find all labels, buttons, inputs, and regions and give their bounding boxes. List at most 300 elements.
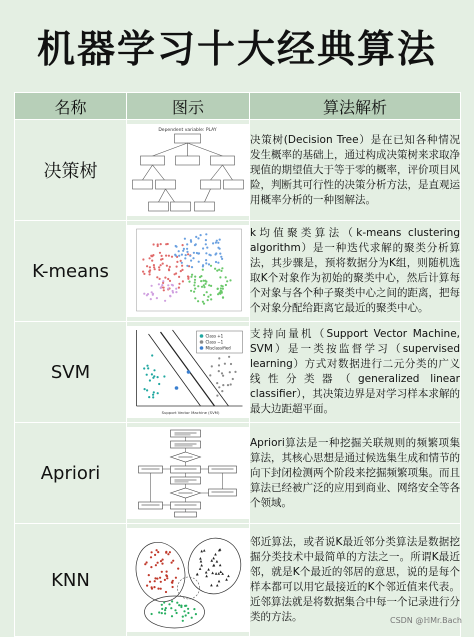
scatter-point (187, 608, 189, 610)
scatter-point (143, 273, 145, 275)
scatter-point (225, 578, 228, 581)
scatter-point (171, 562, 173, 564)
scatter-point (149, 269, 151, 271)
scatter-point (158, 266, 160, 268)
scatter-point (216, 240, 218, 242)
scatter-point (205, 233, 207, 235)
algorithm-table (14, 92, 461, 637)
scatter-point (225, 284, 227, 286)
scatter-point (158, 269, 160, 271)
scatter-point (172, 291, 174, 293)
scatter-point (156, 578, 158, 580)
scatter-point (152, 394, 154, 396)
knn-clusters-plot-icon (127, 528, 249, 632)
scatter-point (218, 364, 220, 366)
scatter-point (169, 295, 171, 297)
scatter-point (194, 281, 196, 283)
scatter-point (151, 354, 153, 356)
scatter-point (175, 288, 177, 290)
scatter-point (207, 568, 210, 571)
scatter-point (217, 242, 219, 244)
scatter-point (180, 270, 182, 272)
table-header-row (15, 93, 461, 120)
scatter-point (165, 607, 167, 609)
algorithm-figure (127, 524, 250, 637)
scatter-point (162, 280, 164, 282)
scatter-point (164, 609, 166, 611)
scatter-point (178, 283, 180, 285)
scatter-point (195, 236, 197, 238)
scatter-point (216, 584, 219, 587)
scatter-point (193, 608, 195, 610)
scatter-point (205, 571, 208, 574)
scatter-point (160, 588, 162, 590)
scatter-point (205, 262, 207, 264)
scatter-point (153, 369, 155, 371)
scatter-point (221, 390, 223, 392)
scatter-point (203, 294, 205, 296)
scatter-point (165, 574, 167, 576)
scatter-point (142, 258, 144, 260)
scatter-point (205, 259, 207, 261)
table-row (15, 221, 461, 322)
scatter-point (164, 612, 166, 614)
scatter-point (187, 370, 191, 374)
scatter-point (157, 551, 159, 553)
scatter-point (146, 561, 148, 563)
scatter-point (161, 563, 163, 565)
scatter-point (157, 562, 159, 564)
scatter-point (161, 608, 163, 610)
scatter-point (175, 245, 177, 247)
scatter-point (160, 243, 162, 245)
algorithm-name: SVM (15, 322, 127, 423)
scatter-point (185, 254, 187, 256)
header-figure: 图示 (127, 93, 250, 120)
scatter-point (180, 260, 182, 262)
scatter-point (215, 261, 217, 263)
scatter-point (142, 271, 144, 273)
scatter-point (162, 263, 164, 265)
scatter-point (182, 620, 184, 622)
scatter-point (210, 559, 213, 562)
algorithm-desc: k均值聚类算法（k-means clustering algorithm）是一种迭代求解的聚类分析算法，其步骤是，预将数据分为K组，则随机选取K个对象作为初始的聚类中心，然后计算每个对象与各个种子聚类中心之间的距离，把每个对象分配给距离它最近的聚类中心。 (250, 221, 461, 322)
scatter-point (210, 265, 212, 267)
scatter-point (153, 586, 155, 588)
scatter-point (221, 292, 223, 294)
scatter-point (198, 261, 200, 263)
scatter-point (222, 296, 224, 298)
scatter-point (227, 384, 229, 386)
scatter-point (188, 281, 190, 283)
scatter-point (232, 378, 234, 380)
svm-legend-item: Class +1 (205, 333, 224, 339)
algorithm-figure (127, 423, 250, 524)
scatter-point (161, 612, 163, 614)
scatter-point (153, 264, 155, 266)
scatter-point (168, 268, 170, 270)
scatter-point (151, 260, 153, 262)
scatter-point (156, 297, 158, 299)
scatter-point (147, 367, 149, 369)
scatter-point (203, 284, 205, 286)
scatter-point (164, 300, 166, 302)
tree-title: Dependent variable: PLAY (158, 128, 217, 133)
scatter-point (158, 611, 160, 613)
scatter-point (190, 241, 192, 243)
scatter-point (218, 386, 220, 388)
scatter-point (218, 580, 221, 583)
scatter-point (152, 396, 154, 398)
scatter-point (182, 280, 184, 282)
scatter-point (218, 269, 220, 271)
scatter-point (161, 255, 163, 257)
scatter-point (163, 375, 165, 377)
scatter-point (194, 288, 196, 290)
scatter-point (201, 286, 203, 288)
scatter-point (151, 373, 153, 375)
scatter-point (165, 551, 167, 553)
scatter-point (169, 551, 171, 553)
scatter-point (216, 270, 218, 272)
scatter-point (218, 370, 220, 372)
scatter-point (219, 564, 222, 567)
algorithm-desc: Apriori算法是一种挖掘关联规则的频繁项集算法，其核心思想是通过候选集生成和情节的向下封闭检测两个阶段来挖掘频繁项集。而且算法已经被广泛的应用到商业、网络安全等各个领域。 (250, 423, 461, 524)
scatter-point (160, 581, 162, 583)
scatter-point (196, 252, 198, 254)
scatter-point (167, 284, 169, 286)
scatter-point (205, 239, 207, 241)
scatter-point (163, 601, 165, 603)
scatter-point (166, 265, 168, 267)
scatter-point (166, 577, 168, 579)
scatter-point (202, 264, 204, 266)
scatter-point (149, 581, 151, 583)
scatter-point (150, 298, 152, 300)
scatter-point (222, 375, 224, 377)
scatter-point (205, 283, 207, 285)
scatter-point (187, 253, 189, 255)
scatter-point (220, 270, 222, 272)
scatter-point (217, 293, 219, 295)
scatter-point (157, 588, 159, 590)
scatter-point (203, 549, 206, 552)
scatter-point (230, 383, 232, 385)
scatter-point (178, 250, 180, 252)
scatter-point (152, 294, 154, 296)
scatter-point (158, 283, 160, 285)
algorithm-figure (127, 221, 250, 322)
scatter-point (194, 297, 196, 299)
scatter-point (197, 300, 199, 302)
apriori-flowchart-icon (127, 427, 249, 519)
scatter-point (176, 261, 178, 263)
scatter-point (157, 392, 159, 394)
scatter-point (157, 243, 159, 245)
scatter-point (159, 252, 161, 254)
scatter-point (176, 602, 178, 604)
algorithm-figure (127, 322, 250, 423)
scatter-point (202, 269, 204, 271)
algorithm-name: K-means (15, 221, 127, 322)
scatter-point (158, 383, 160, 385)
page-title: 机器学习十大经典算法 (36, 27, 437, 71)
scatter-point (151, 285, 153, 287)
scatter-point (200, 275, 202, 277)
scatter-point (218, 357, 220, 359)
scatter-point (178, 255, 180, 257)
scatter-point (207, 299, 209, 301)
scatter-point (195, 243, 197, 245)
scatter-point (160, 259, 162, 261)
scatter-point (219, 253, 221, 255)
scatter-point (214, 268, 216, 270)
scatter-point (181, 254, 183, 256)
table-row (15, 423, 461, 524)
scatter-point (154, 268, 156, 270)
scatter-point (176, 612, 178, 614)
scatter-point (159, 577, 161, 579)
scatter-point (175, 577, 177, 579)
scatter-point (187, 278, 189, 280)
algorithm-figure (127, 120, 250, 221)
scatter-point (193, 252, 195, 254)
scatter-point (171, 582, 173, 584)
scatter-point (191, 266, 193, 268)
algorithm-name: 决策树 (15, 120, 127, 221)
scatter-point (153, 375, 155, 377)
scatter-point (216, 395, 218, 397)
scatter-point (146, 365, 148, 367)
scatter-point (181, 265, 183, 267)
scatter-point (168, 603, 170, 605)
scatter-point (211, 571, 214, 574)
scatter-point (154, 580, 156, 582)
scatter-point (205, 575, 208, 578)
scatter-point (178, 287, 180, 289)
scatter-point (214, 553, 217, 556)
scatter-point (165, 255, 167, 257)
scatter-point (225, 276, 227, 278)
scatter-point (217, 288, 219, 290)
scatter-point (165, 243, 167, 245)
scatter-point (154, 554, 156, 556)
scatter-point (156, 276, 158, 278)
scatter-point (148, 574, 150, 576)
algorithm-name: KNN (15, 524, 127, 637)
cluster-scatter-plot-icon (127, 225, 249, 317)
scatter-point (199, 557, 202, 560)
scatter-point (183, 610, 185, 612)
header-desc: 算法解析 (250, 93, 461, 120)
scatter-point (212, 557, 215, 560)
scatter-point (186, 248, 188, 250)
scatter-point (154, 577, 156, 579)
scatter-point (149, 273, 151, 275)
table-row (15, 120, 461, 221)
scatter-point (186, 265, 188, 267)
scatter-point (215, 242, 217, 244)
scatter-point (146, 294, 148, 296)
scatter-point (180, 605, 182, 607)
scatter-point (182, 616, 184, 618)
scatter-point (200, 280, 202, 282)
scatter-point (175, 386, 179, 390)
scatter-point (219, 570, 222, 573)
scatter-point (160, 560, 162, 562)
scatter-point (210, 254, 212, 256)
scatter-point (157, 376, 159, 378)
scatter-point (226, 280, 228, 282)
scatter-point (197, 237, 199, 239)
scatter-point (174, 254, 176, 256)
scatter-point (227, 575, 230, 578)
scatter-point (228, 356, 230, 358)
algorithm-name: Apriori (15, 423, 127, 524)
scatter-point (199, 567, 202, 570)
scatter-point (183, 248, 185, 250)
scatter-point (170, 607, 172, 609)
algorithm-desc: 邻近算法，或者说K最近邻分类算法是数据挖掘分类技术中最简单的方法之一。所谓K最近邻，就是K个最近的邻居的意思，说的是每个样本都可以用它最接近的K个邻近值来代表。近邻算法就是将数据集合中每一个记录进行分类的方法。 (250, 524, 461, 637)
scatter-point (216, 382, 218, 384)
scatter-point (194, 276, 196, 278)
scatter-point (153, 243, 155, 245)
scatter-point (167, 278, 169, 280)
scatter-point (193, 291, 195, 293)
scatter-point (209, 374, 211, 376)
scatter-point (185, 614, 187, 616)
scatter-point (221, 258, 223, 260)
scatter-point (229, 371, 231, 373)
scatter-point (172, 560, 174, 562)
scatter-point (234, 371, 236, 373)
scatter-point (160, 286, 162, 288)
scatter-point (220, 285, 222, 287)
scatter-point (167, 553, 169, 555)
scatter-point (177, 568, 179, 570)
scatter-point (162, 559, 164, 561)
scatter-point (217, 247, 219, 249)
scatter-point (168, 255, 170, 257)
scatter-point (159, 278, 161, 280)
scatter-point (176, 266, 178, 268)
scatter-point (207, 296, 209, 298)
scatter-point (172, 586, 174, 588)
scatter-point (229, 279, 231, 281)
scatter-point (221, 267, 223, 269)
scatter-point (184, 605, 186, 607)
scatter-point (210, 294, 212, 296)
scatter-point (186, 251, 188, 253)
scatter-point (172, 580, 174, 582)
scatter-point (200, 234, 202, 236)
scatter-point (190, 276, 192, 278)
scatter-point (200, 550, 203, 553)
scatter-point (155, 564, 157, 566)
scatter-point (160, 264, 162, 266)
scatter-point (150, 566, 152, 568)
scatter-point (146, 389, 148, 391)
scatter-point (205, 243, 207, 245)
watermark: CSDN @ℍMr.Bach (389, 616, 462, 625)
scatter-point (206, 291, 208, 293)
scatter-point (151, 551, 153, 553)
scatter-point (220, 256, 222, 258)
scatter-point (182, 244, 184, 246)
scatter-point (203, 303, 205, 305)
scatter-point (156, 549, 158, 551)
scatter-point (143, 367, 145, 369)
scatter-point (224, 363, 226, 365)
scatter-point (171, 600, 173, 602)
scatter-point (191, 617, 193, 619)
scatter-point (190, 260, 192, 262)
scatter-point (216, 560, 219, 563)
scatter-point (153, 266, 155, 268)
scatter-point (167, 288, 169, 290)
scatter-point (189, 255, 191, 257)
scatter-point (146, 585, 148, 587)
scatter-point (211, 365, 213, 367)
scatter-point (149, 379, 151, 381)
scatter-point (222, 384, 224, 386)
scatter-point (193, 284, 195, 286)
scatter-point (172, 284, 174, 286)
scatter-point (190, 290, 192, 292)
scatter-point (165, 591, 167, 593)
scatter-point (163, 289, 165, 291)
scatter-point (184, 238, 186, 240)
scatter-point (166, 571, 168, 573)
scatter-point (151, 586, 153, 588)
scatter-point (210, 298, 212, 300)
scatter-point (219, 276, 221, 278)
scatter-point (151, 613, 153, 615)
scatter-point (161, 571, 163, 573)
scatter-point (144, 388, 146, 390)
scatter-point (164, 277, 166, 279)
scatter-point (217, 262, 219, 264)
scatter-point (187, 612, 189, 614)
scatter-point (163, 287, 165, 289)
decision-tree-diagram-icon (127, 124, 249, 216)
scatter-point (210, 285, 212, 287)
scatter-point (174, 609, 176, 611)
svm-legend-item: Class −1 (205, 339, 224, 345)
algorithm-desc: 支持向量机（Support Vector Machine, SVM）是一类按监督学习（supervised learning）方式对数据进行二元分类的广义线性分类器（generalized linear classifier），其决策边界是对学习样本求解的最大边距超平面。 (250, 322, 461, 423)
scatter-point (200, 564, 203, 567)
scatter-point (182, 250, 184, 252)
scatter-point (191, 274, 193, 276)
scatter-point (169, 280, 171, 282)
scatter-point (164, 579, 166, 581)
scatter-point (146, 374, 148, 376)
scatter-point (186, 243, 188, 245)
scatter-point (202, 301, 204, 303)
scatter-point (146, 265, 148, 267)
svm-margin-plot-icon (127, 326, 249, 418)
table-row (15, 322, 461, 423)
svm-caption: Support Vector Machine (SVM) (161, 410, 220, 415)
scatter-point (212, 242, 214, 244)
scatter-point (171, 615, 173, 617)
scatter-point (210, 584, 213, 587)
scatter-point (181, 262, 183, 264)
scatter-point (197, 285, 199, 287)
scatter-point (203, 280, 205, 282)
scatter-point (161, 604, 163, 606)
scatter-point (230, 363, 232, 365)
